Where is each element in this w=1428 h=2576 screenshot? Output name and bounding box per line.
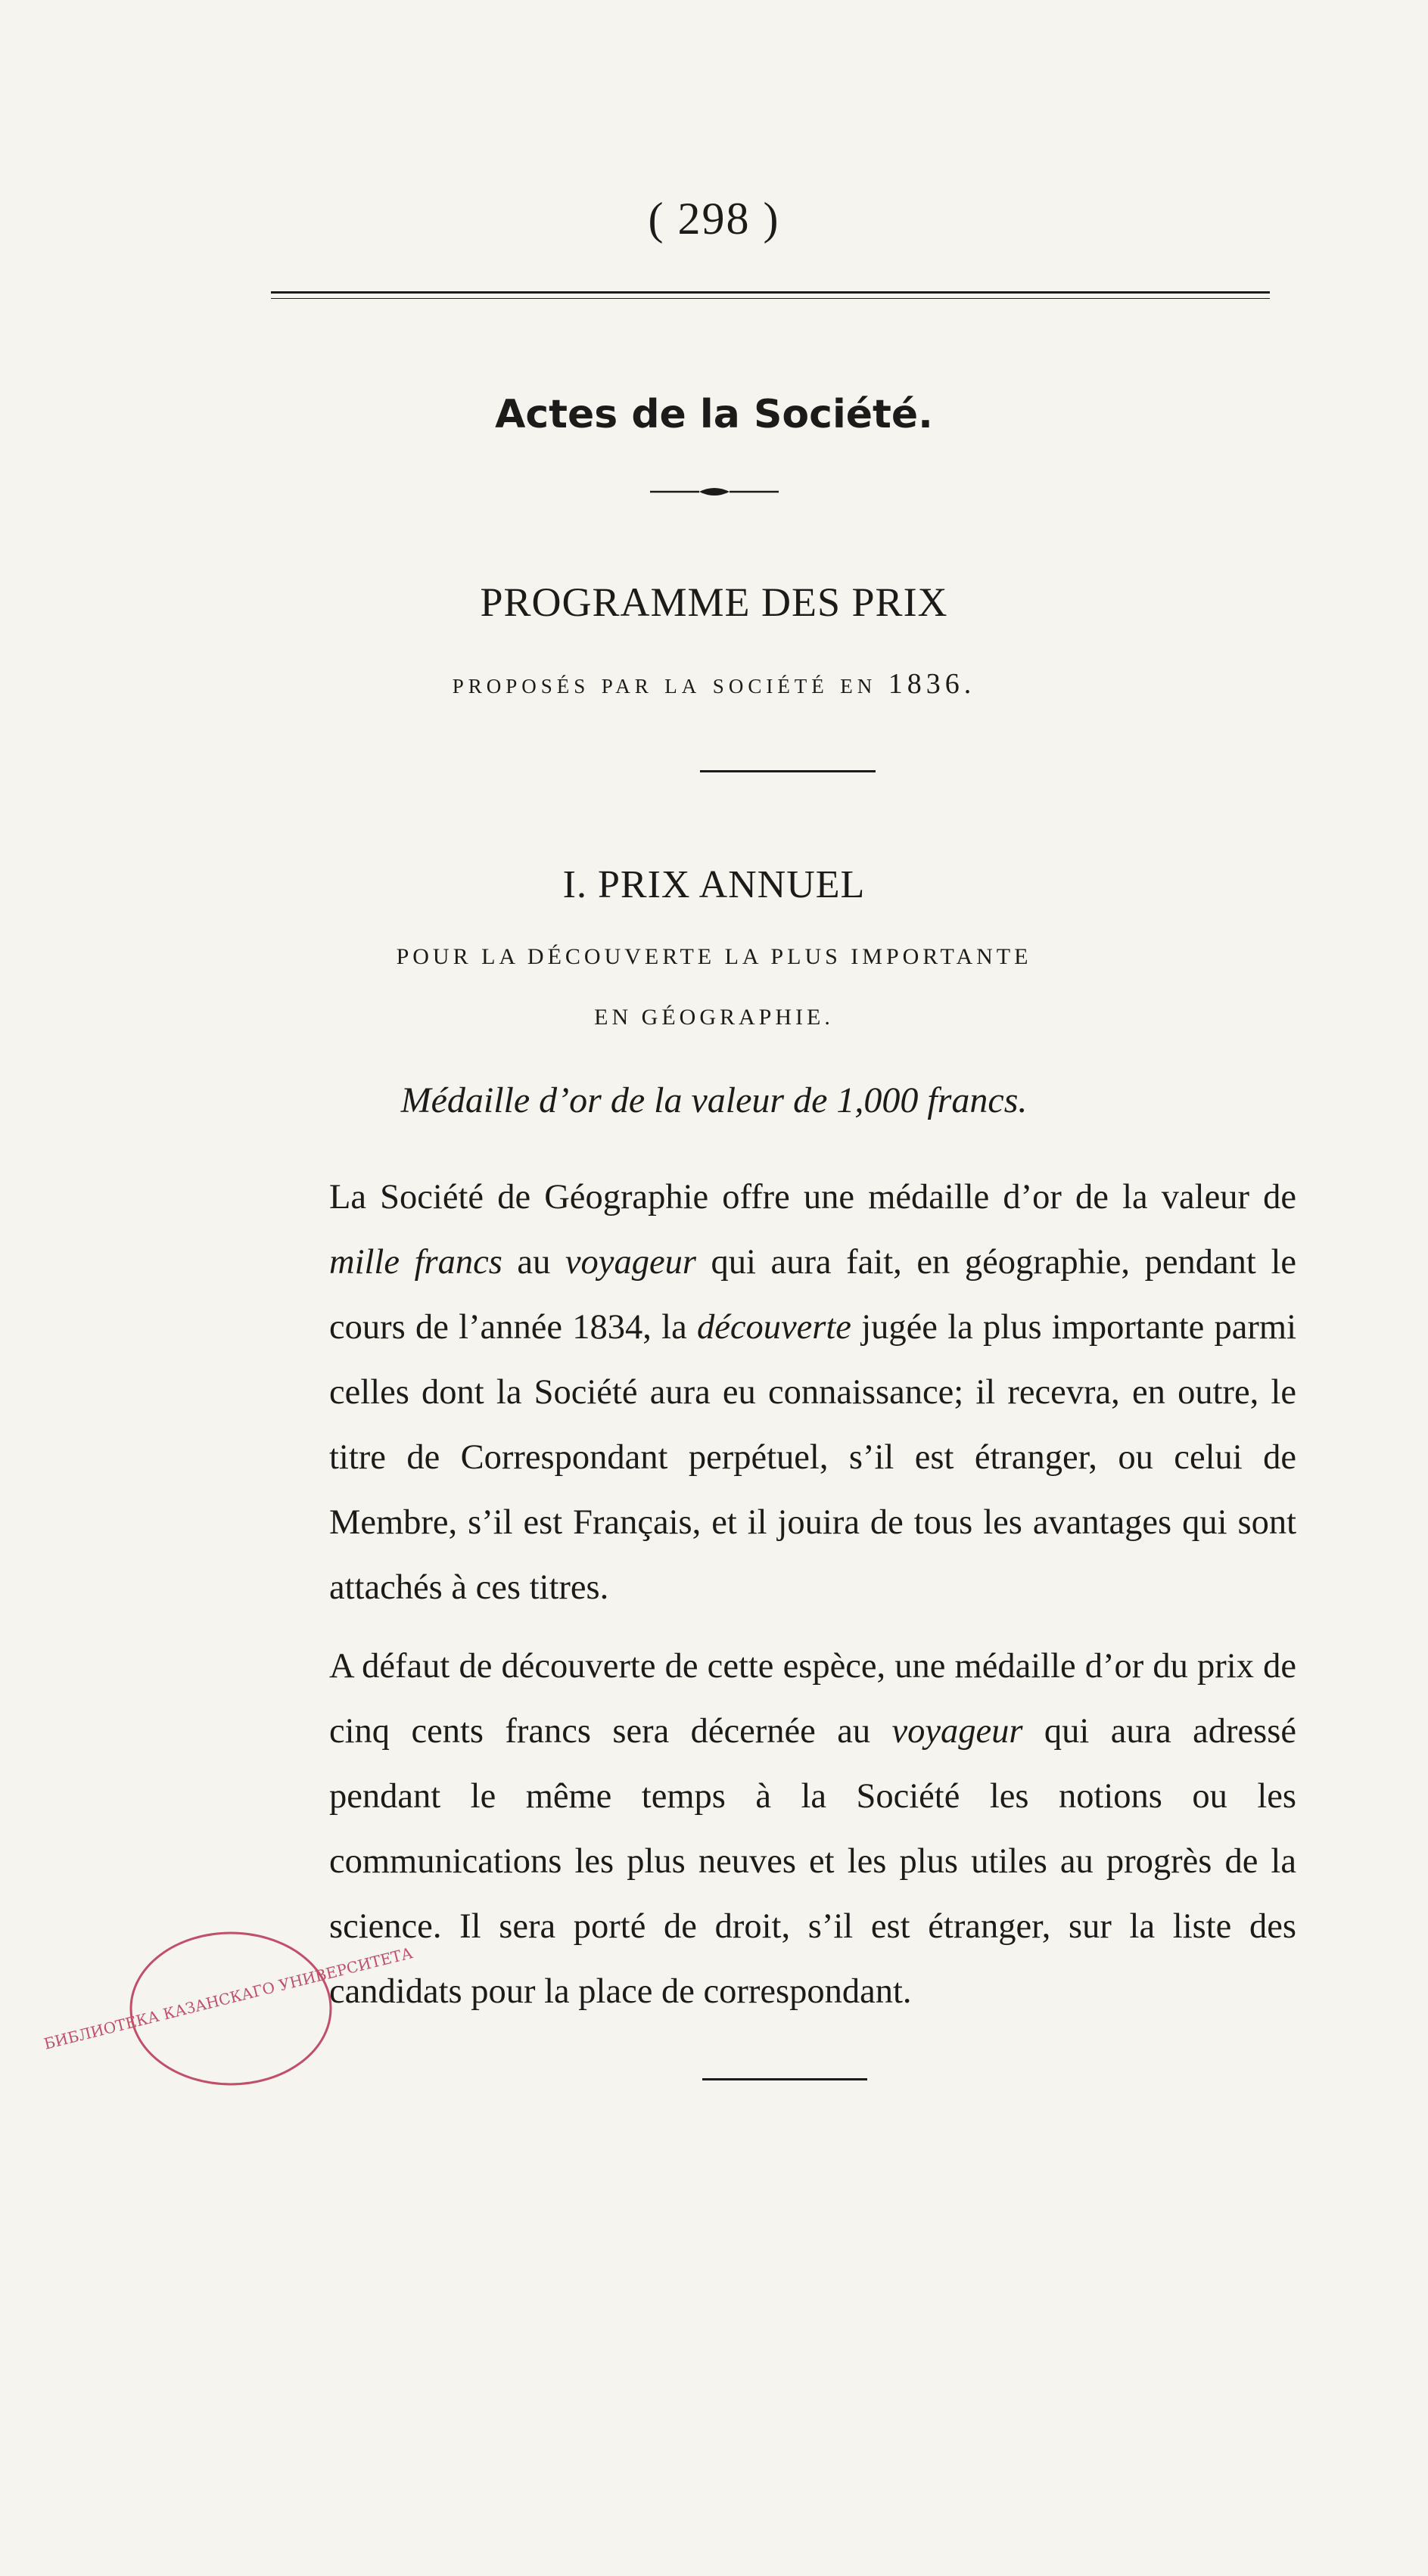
paragraph-1-em-b: voyageur (565, 1243, 696, 1282)
paragraph-2 (329, 1634, 1296, 2024)
stamp-text: БИБЛИОТЕКА КАЗАНСКАГО УНИВЕРСИТЕТА (42, 1944, 415, 2053)
page-number: ( 298 ) (648, 194, 780, 244)
paragraph-2-em-a: voyageur (891, 1712, 1023, 1751)
paragraph-2-text-b: qui aura adressé pendant le même temps à la Société les notions ou les communications les plus neuves et les plus utiles au progrès de la science. Il sera porté de droit, s’il est étranger, sur la liste des candidats pour la place de correspondant. (329, 1712, 1296, 2011)
section-heading: Actes de la Société. (495, 392, 933, 437)
paragraph-1-text-c: qui aura fait, en géographie, pendant le cours de l’année 1834, la (329, 1243, 1296, 1347)
document-title: PROGRAMME DES PRIX (480, 580, 948, 625)
ornament-divider-icon (650, 484, 779, 499)
paragraph-1-text-a: La Société de Géographie offre une médaille d’or de la valeur de (329, 1178, 1296, 1217)
prize-title: I. PRIX ANNUEL (562, 863, 866, 906)
paragraph-1-em-a: mille francs (329, 1243, 502, 1282)
ornament-divider (0, 484, 1428, 503)
paragraph-1-em-c: découverte (696, 1308, 851, 1347)
paragraph-2-text-a: A défaut de découverte de cette espèce, une médaille d’or du prix de cinq cents francs sera décernée au (329, 1647, 1296, 1751)
bottom-rule (702, 2078, 867, 2080)
medal-line: Médaille d’or de la valeur de 1,000 francs. (400, 1080, 1028, 1120)
divider-rule (700, 770, 876, 772)
library-stamp (42, 1922, 415, 2096)
prize-subtitle-line2: EN GÉOGRAPHIE. (594, 1005, 834, 1030)
prize-subtitle-line1: POUR LA DÉCOUVERTE LA PLUS IMPORTANTE (396, 944, 1032, 969)
paragraph-1-text-b: au (502, 1243, 565, 1282)
document-subtitle: proposés par la société en 1836. (452, 668, 976, 700)
paragraph-1 (329, 1165, 1296, 1620)
paragraph-1-text-d: jugée la plus importante parmi celles dont la Société aura eu connaissance; il recevra, en outre, le titre de Correspondant perpétuel, s’il est étranger, ou celui de Membre, s’il est Français, et il jouira de tous les avantages qui sont attachés à ces titres. (329, 1308, 1296, 1607)
header-double-rule (271, 291, 1270, 299)
